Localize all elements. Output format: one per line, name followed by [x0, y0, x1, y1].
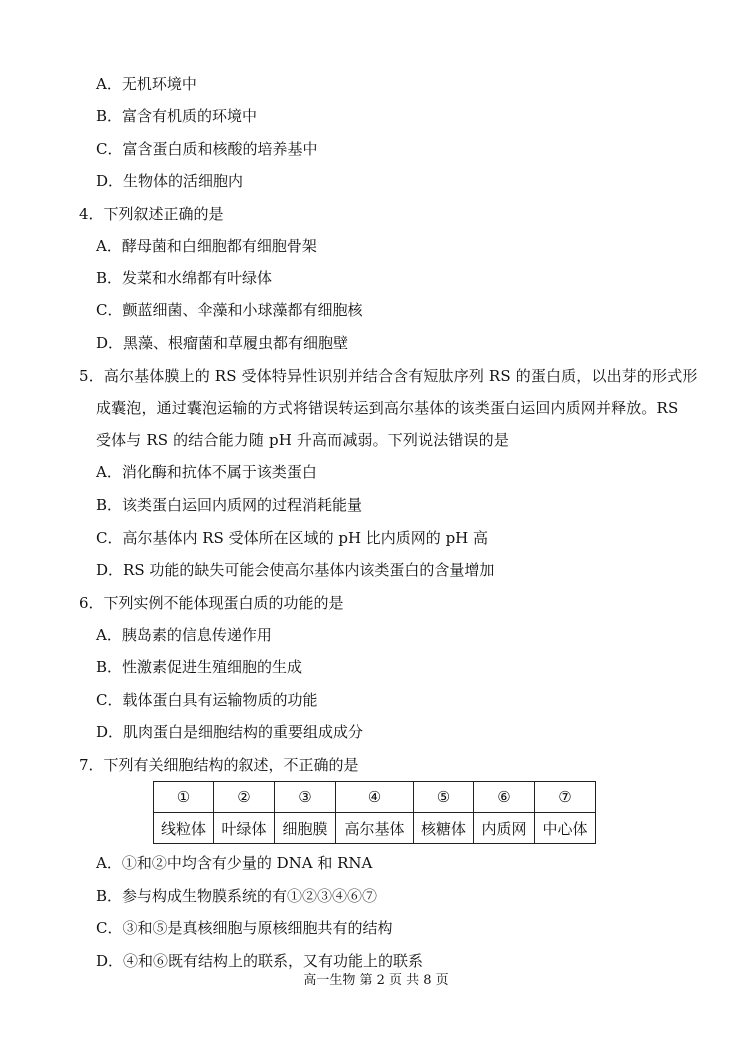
q7-option-a: A．①和②中均含有少量的 DNA 和 RNA [96, 854, 373, 872]
table-cell-number: ③ [275, 782, 336, 813]
q7-option-d: D．④和⑥既有结构上的联系，又有功能上的联系 [96, 952, 424, 970]
table-cell-name: 细胞膜 [275, 813, 336, 844]
q7-stem: 7．下列有关细胞结构的叙述，不正确的是 [79, 756, 359, 774]
table-cell-name: 核糖体 [414, 813, 474, 844]
q3-option-d: D．生物体的活细胞内 [96, 172, 244, 190]
q6-option-c: C．载体蛋白具有运输物质的功能 [96, 691, 318, 709]
table-cell-number: ④ [336, 782, 414, 813]
q3-option-a: A．无机环境中 [96, 75, 197, 93]
q4-stem: 4．下列叙述正确的是 [79, 205, 224, 223]
organelle-name-row [154, 813, 596, 844]
table-cell-number: ① [154, 782, 214, 813]
table-cell-name: 高尔基体 [336, 813, 414, 844]
organelle-table [153, 781, 596, 844]
q5-stem-line-3: 受体与 RS 的结合能力随 pH 升高而减弱。下列说法错误的是 [96, 431, 509, 449]
q5-option-a: A．消化酶和抗体不属于该类蛋白 [96, 463, 317, 481]
table-cell-number: ② [214, 782, 275, 813]
q4-option-d: D．黑藻、根瘤菌和草履虫都有细胞壁 [96, 334, 349, 352]
q7-option-b: B．参与构成生物膜系统的有①②③④⑥⑦ [96, 887, 378, 905]
q4-option-c: C．颤蓝细菌、伞藻和小球藻都有细胞核 [96, 301, 363, 319]
table-cell-name: 线粒体 [154, 813, 214, 844]
table-cell-name: 内质网 [474, 813, 535, 844]
table-cell-number: ⑤ [414, 782, 474, 813]
table-cell-number: ⑦ [535, 782, 596, 813]
q6-stem: 6．下列实例不能体现蛋白质的功能的是 [79, 594, 344, 612]
q4-option-a: A．酵母菌和白细胞都有细胞骨架 [96, 237, 317, 255]
organelle-number-row [154, 782, 596, 813]
table-cell-number: ⑥ [474, 782, 535, 813]
page-footer: 高一生物 第 2 页 共 8 页 [303, 973, 449, 988]
q3-option-b: B．富含有机质的环境中 [96, 107, 258, 125]
table-cell-name: 叶绿体 [214, 813, 275, 844]
q5-stem-line-2: 成囊泡，通过囊泡运输的方式将错误转运到高尔基体的该类蛋白运回内质网并释放。RS [96, 399, 679, 417]
q7-option-c: C．③和⑤是真核细胞与原核细胞共有的结构 [96, 919, 393, 937]
q5-stem-line-1: 5．高尔基体膜上的 RS 受体特异性识别并结合含有短肽序列 RS 的蛋白质，以出芽的形式形 [79, 367, 698, 385]
q6-option-d: D．肌肉蛋白是细胞结构的重要组成成分 [96, 723, 364, 741]
q6-option-b: B．性激素促进生殖细胞的生成 [96, 658, 303, 676]
table-cell-name: 中心体 [535, 813, 596, 844]
q5-option-c: C．高尔基体内 RS 受体所在区域的 pH 比内质网的 pH 高 [96, 529, 489, 547]
q4-option-b: B．发菜和水绵都有叶绿体 [96, 269, 273, 287]
q5-option-b: B．该类蛋白运回内质网的过程消耗能量 [96, 496, 363, 514]
q3-option-c: C．富含蛋白质和核酸的培养基中 [96, 140, 318, 158]
q5-option-d: D．RS 功能的缺失可能会使高尔基体内该类蛋白的含量增加 [96, 561, 495, 579]
q6-option-a: A．胰岛素的信息传递作用 [96, 626, 272, 644]
